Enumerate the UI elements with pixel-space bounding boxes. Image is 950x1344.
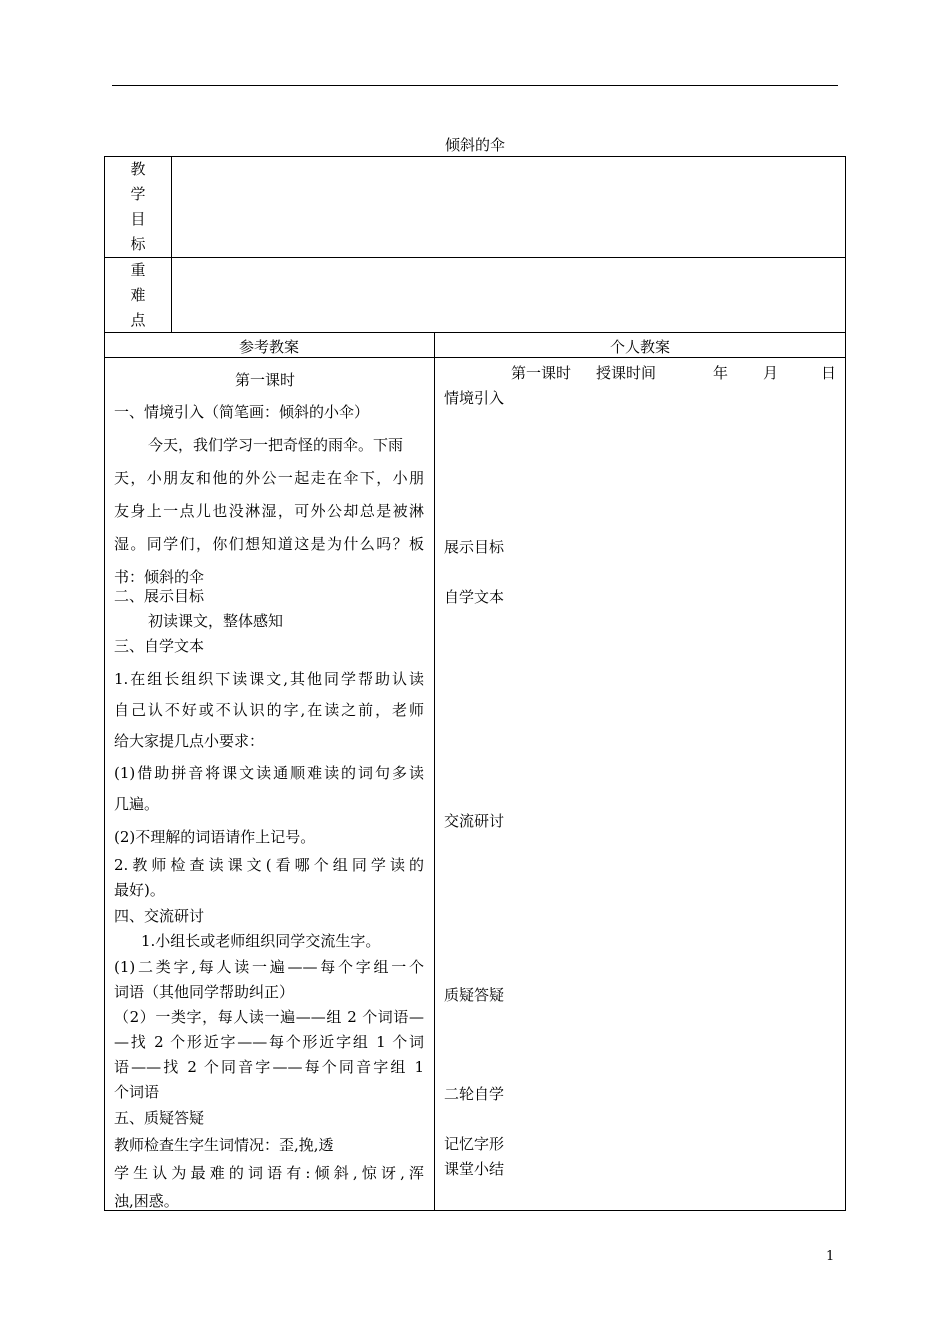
- right-label-second-round: 二轮自学: [444, 1085, 505, 1103]
- column-divider: [434, 332, 435, 1211]
- year-label: 年: [713, 364, 729, 382]
- row-divider-2: [104, 332, 846, 333]
- right-label-goals: 展示目标: [444, 538, 505, 556]
- right-lesson-title: 第一课时: [511, 364, 572, 382]
- section-3-title: 三、自学文本: [114, 637, 205, 655]
- right-label-summary: 课堂小结: [444, 1160, 505, 1178]
- section-3-item-1b: (2)不理解的词语请作上记号。: [114, 828, 316, 846]
- section-4-item-1a: (1)二类字,每人读一遍——每个字组一个 词语（其他同学帮助纠正）: [114, 958, 424, 1001]
- section-1-paragraph: 今天，我们学习一把奇怪的雨伞。下雨 天，小朋友和他的外公一起走在伞下，小朋 友身上一点儿也没淋湿，可外公却总是被淋 湿。同学们，你们想知道这是为什么吗？板 书：倾斜的伞: [114, 436, 424, 586]
- day-label: 日: [821, 364, 837, 382]
- section-5-title: 五、质疑答疑: [114, 1109, 205, 1127]
- section-4-title: 四、交流研讨: [114, 907, 205, 925]
- header-row-divider: [104, 357, 846, 358]
- page-number: 1: [826, 1249, 835, 1264]
- right-label-self-study: 自学文本: [444, 588, 505, 606]
- row-divider-1: [104, 257, 846, 258]
- section-3-item-1a: (1)借助拼音将课文读通顺难读的词句多读 几遍。: [114, 764, 424, 813]
- teaching-goals-label: 教 学 目 标: [130, 160, 146, 253]
- section-3-item-2: 2.教师检查读课文(看哪个组同学读的 最好)。: [114, 856, 424, 899]
- key-difficulties-label: 重 难 点: [130, 261, 146, 329]
- section-4-item-1: 1.小组长或老师组织同学交流生字。: [141, 932, 381, 950]
- section-5-item-2: 学生认为最难的词语有:倾斜,惊讶,浑 浊,困惑。: [114, 1164, 424, 1210]
- personal-plan-header: 个人教案: [609, 338, 670, 356]
- lesson-time-label: 授课时间: [596, 364, 657, 382]
- section-3-item-1: 1.在组长组织下读课文,其他同学帮助认读 自己认不好或不认识的字,在读之前，老师 给大家提几点小要求：: [114, 670, 424, 750]
- section-2-paragraph: 初读课文，整体感知: [148, 612, 284, 630]
- section-5-item-1: 教师检查生字生词情况：歪,挽,透: [114, 1136, 334, 1154]
- label-column-divider: [171, 156, 172, 333]
- right-label-intro: 情境引入: [444, 389, 505, 407]
- left-lesson-title: 第一课时: [235, 371, 296, 389]
- reference-plan-header: 参考教案: [238, 338, 299, 356]
- section-1-title: 一、情境引入（简笔画：倾斜的小伞）: [114, 403, 370, 421]
- header-rule: [112, 85, 838, 86]
- month-label: 月: [763, 364, 779, 382]
- right-label-questions: 质疑答疑: [444, 986, 505, 1004]
- right-label-discussion: 交流研讨: [444, 812, 505, 830]
- right-label-memorize: 记忆字形: [444, 1135, 505, 1153]
- section-2-title: 二、展示目标: [114, 587, 205, 605]
- section-4-item-1b: （2）一类字，每人读一遍——组 2 个词语— —找 2 个形近字——每个形近字组 1 个词 语——找 2 个同音字——每个同音字组 1 个词语: [114, 1008, 424, 1101]
- doc-title: 倾斜的伞: [444, 136, 505, 154]
